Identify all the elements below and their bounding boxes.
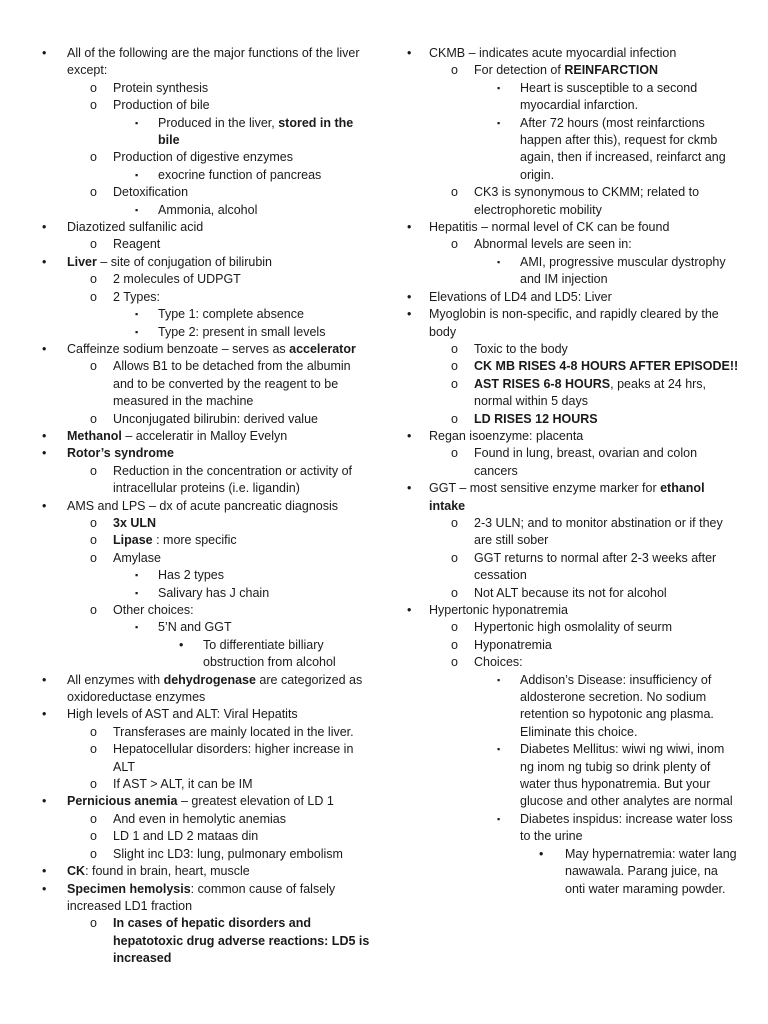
- item-text: Type 2: present in small levels: [158, 324, 326, 339]
- bold-text: Lipase: [113, 533, 153, 548]
- list-item: [38, 324, 370, 341]
- bullet-marker: •: [407, 481, 412, 496]
- list-item: [38, 306, 370, 323]
- bold-text: CK: [67, 864, 86, 879]
- bullet-marker: ▪: [135, 204, 139, 215]
- item-text: Type 1: complete absence: [158, 307, 304, 322]
- item-text: May hypernatremia: water lang nawawala. Parang juice, na onti water maraming powder.: [565, 846, 737, 896]
- list-item: [38, 341, 370, 358]
- bullet-marker: •: [407, 307, 412, 322]
- item-text: Elevations of LD4 and LD5: Liver: [429, 289, 612, 304]
- bullet-marker: o: [451, 185, 458, 200]
- list-item: [400, 219, 740, 236]
- item-text: Allows B1 to be detached from the albumin and to be converted by the reagent to be measured in the machine: [113, 359, 351, 409]
- item-text: Reduction in the concentration or activity of intracellular proteins (i.e. ligandin): [113, 463, 353, 496]
- item-text: Slight inc LD3: lung, pulmonary embolism: [113, 846, 343, 861]
- bullet-marker: o: [451, 359, 458, 374]
- item-text: CKMB – indicates acute myocardial infection: [429, 46, 677, 60]
- list-item: [38, 567, 370, 584]
- bullet-marker: •: [407, 428, 412, 443]
- bullet-marker: ▪: [497, 674, 501, 685]
- list-item: [38, 80, 370, 97]
- bold-text: dehydrogenase: [163, 672, 256, 687]
- item-text: Found in lung, breast, ovarian and colon cancers: [474, 446, 698, 478]
- list-item: [38, 358, 370, 410]
- list-item: [38, 498, 370, 515]
- list-item: [38, 236, 370, 253]
- item-text: : common cause of falsely increased LD1 fraction: [67, 881, 336, 913]
- bullet-marker: o: [451, 63, 458, 78]
- bullet-marker: o: [90, 846, 97, 861]
- bullet-marker: o: [90, 272, 97, 287]
- item-text: High levels of AST and ALT: Viral Hepatits: [67, 707, 298, 722]
- list-item: [38, 445, 370, 462]
- list-item: [38, 619, 370, 636]
- list-item: [38, 828, 370, 845]
- list-item: [38, 741, 370, 776]
- bullet-marker: •: [42, 254, 47, 269]
- bullet-marker: •: [42, 881, 47, 896]
- item-text: Production of digestive enzymes: [113, 150, 293, 165]
- item-text: Diabetes inspidus: increase water loss to the urine: [520, 811, 733, 844]
- item-text: 2-3 ULN; and to monitor abstination or if they are still sober: [474, 515, 723, 548]
- item-text: Produced in the liver,: [158, 115, 279, 130]
- item-text: 2 molecules of UDPGT: [113, 272, 241, 287]
- bullet-marker: •: [42, 794, 47, 809]
- list-item: [400, 811, 740, 846]
- item-text: Diazotized sulfanilic acid: [67, 220, 204, 235]
- list-item: [400, 550, 740, 585]
- list-item: [400, 62, 740, 79]
- bullet-marker: o: [451, 446, 458, 461]
- bullet-marker: o: [90, 550, 97, 565]
- list-item: [38, 289, 370, 306]
- list-item: [38, 915, 370, 967]
- item-text: 2 Types:: [113, 289, 161, 304]
- bullet-marker: •: [42, 220, 47, 235]
- bold-text: ethanol intake: [429, 481, 705, 513]
- list-item: [38, 428, 370, 445]
- bullet-marker: o: [90, 603, 97, 617]
- list-item: [400, 602, 740, 619]
- bullet-marker: o: [451, 515, 458, 530]
- list-item: [400, 341, 740, 358]
- item-text: Salivary has J chain: [158, 585, 270, 600]
- list-item: [38, 532, 370, 549]
- item-text: Myoglobin is non-specific, and rapidly cleared by the body: [429, 307, 719, 339]
- bullet-marker: •: [407, 46, 412, 60]
- list-item: [38, 811, 370, 828]
- bullet-marker: o: [451, 655, 458, 670]
- item-text: Regan isoenzyme: placenta: [429, 428, 584, 443]
- item-text: Amylase: [113, 550, 161, 565]
- bullet-marker: o: [90, 237, 97, 252]
- bullet-marker: o: [90, 724, 97, 739]
- bullet-marker: o: [90, 98, 97, 113]
- bullet-marker: o: [451, 620, 458, 635]
- item-text: are categorized as oxidoreductase enzymes: [67, 672, 363, 705]
- bullet-marker: •: [42, 341, 47, 356]
- bullet-marker: o: [451, 637, 458, 652]
- item-text: Caffeinze sodium benzoate – serves as: [67, 341, 290, 356]
- item-text: Ammonia, alcohol: [158, 202, 258, 217]
- list-item: [400, 480, 740, 515]
- bullet-marker: o: [90, 289, 97, 304]
- bullet-marker: ▪: [135, 309, 139, 320]
- list-item: [38, 776, 370, 793]
- bullet-marker: o: [90, 411, 97, 426]
- bullet-marker: o: [451, 550, 458, 565]
- item-text: Not ALT because its not for alcohol: [474, 585, 667, 600]
- left-column: [38, 45, 370, 968]
- item-text: : more specific: [152, 533, 237, 548]
- list-item: [38, 550, 370, 567]
- bullet-marker: ▪: [497, 256, 501, 267]
- bold-text: REINFARCTION: [564, 63, 659, 78]
- item-text: Addison’s Disease: insufficiency of aldosterone secretion. No sodium retention so hypotonic ang plasma. Eliminate this choice.: [520, 672, 714, 739]
- item-text: – greatest elevation of LD 1: [177, 794, 334, 809]
- bold-text: CK MB RISES 4-8 HOURS AFTER EPISODE!!: [474, 359, 739, 374]
- bullet-marker: ▪: [135, 326, 139, 337]
- list-item: [400, 80, 740, 115]
- list-item: [38, 706, 370, 723]
- list-item: [400, 585, 740, 602]
- bullet-marker: o: [90, 185, 97, 200]
- bullet-marker: •: [407, 289, 412, 304]
- list-item: [400, 619, 740, 636]
- bullet-marker: o: [451, 411, 458, 426]
- list-item: [38, 45, 370, 80]
- item-text: If AST > ALT, it can be IM: [113, 777, 253, 792]
- item-text: Has 2 types: [158, 568, 225, 583]
- list-item: [38, 219, 370, 236]
- item-text: Hepatitis – normal level of CK can be found: [429, 220, 670, 235]
- list-item: [38, 846, 370, 863]
- bullet-marker: o: [451, 341, 458, 356]
- item-text: Reagent: [113, 237, 161, 252]
- bullet-marker: o: [90, 533, 97, 548]
- bullet-marker: o: [90, 515, 97, 530]
- list-item: [400, 846, 740, 898]
- list-item: [38, 115, 370, 150]
- item-text: exocrine function of pancreas: [158, 167, 322, 182]
- bullet-marker: •: [179, 637, 184, 652]
- item-text: Hepatocellular disorders: higher increase in ALT: [113, 742, 354, 774]
- bullet-marker: •: [539, 846, 544, 861]
- item-text: Heart is susceptible to a second myocardial infarction.: [520, 80, 698, 113]
- item-text: All enzymes with: [67, 672, 164, 687]
- item-text: Detoxification: [113, 185, 189, 200]
- list-item: [38, 637, 370, 672]
- bold-text: Specimen hemolysis: [67, 881, 191, 896]
- list-item: [38, 863, 370, 880]
- list-item: [38, 793, 370, 810]
- item-text: To differentiate billiary obstruction from alcohol: [203, 637, 336, 670]
- bullet-marker: o: [90, 916, 97, 931]
- item-text: Hypertonic high osmolality of seurm: [474, 620, 672, 635]
- list-item: [400, 289, 740, 306]
- bullet-marker: ▪: [497, 117, 501, 128]
- list-item: [38, 411, 370, 428]
- bold-text: stored in the bile: [158, 115, 354, 148]
- list-item: [38, 602, 370, 619]
- item-text: : found in brain, heart, muscle: [85, 864, 250, 879]
- bold-text: LD RISES 12 HOURS: [474, 411, 598, 426]
- list-item: [38, 585, 370, 602]
- item-text: 5’N and GGT: [158, 620, 232, 635]
- bullet-marker: ▪: [135, 622, 139, 633]
- item-text: Hyponatremia: [474, 637, 552, 652]
- bullet-marker: o: [451, 585, 458, 600]
- list-item: [38, 271, 370, 288]
- bullet-marker: o: [90, 150, 97, 165]
- bullet-marker: o: [90, 359, 97, 374]
- bullet-marker: o: [90, 742, 97, 757]
- bullet-marker: o: [90, 777, 97, 792]
- list-item: [38, 149, 370, 166]
- item-text: CK3 is synonymous to CKMM; related to electrophoretic mobility: [474, 185, 700, 217]
- bullet-marker: ▪: [135, 570, 139, 581]
- bold-text: 3x ULN: [113, 515, 157, 530]
- bullet-marker: ▪: [497, 744, 501, 755]
- bullet-marker: o: [90, 463, 97, 478]
- list-item: [38, 724, 370, 741]
- item-text: , peaks at 24 hrs, normal within 5 days: [474, 376, 707, 409]
- item-text: Hypertonic hyponatremia: [429, 603, 568, 617]
- list-item: [38, 515, 370, 532]
- list-item: [400, 515, 740, 550]
- bullet-marker: o: [90, 811, 97, 826]
- bullet-marker: o: [90, 829, 97, 844]
- right-column: [400, 45, 740, 898]
- list-item: [38, 881, 370, 916]
- item-text: All of the following are the major functions of the liver except:: [67, 46, 360, 78]
- item-text: GGT – most sensitive enzyme marker for: [429, 481, 661, 496]
- list-item: [400, 428, 740, 445]
- bold-text: Pernicious anemia: [67, 794, 178, 809]
- bullet-marker: •: [42, 46, 47, 60]
- list-item: [38, 254, 370, 271]
- item-text: Protein synthesis: [113, 80, 209, 95]
- item-text: – acceleratir in Malloy Evelyn: [121, 428, 288, 443]
- bullet-marker: ▪: [135, 117, 139, 128]
- item-text: Unconjugated bilirubin: derived value: [113, 411, 318, 426]
- item-text: GGT returns to normal after 2-3 weeks after cessation: [474, 550, 717, 583]
- bullet-marker: ▪: [497, 82, 501, 93]
- bullet-marker: o: [451, 237, 458, 252]
- list-item: [38, 184, 370, 201]
- bullet-marker: •: [42, 446, 47, 461]
- item-text: Choices:: [474, 655, 523, 670]
- list-item: [38, 97, 370, 114]
- item-text: LD 1 and LD 2 mataas din: [113, 829, 259, 844]
- bold-text: AST RISES 6-8 HOURS: [474, 376, 611, 391]
- item-text: AMS and LPS – dx of acute pancreatic diagnosis: [67, 498, 338, 513]
- bullet-marker: •: [407, 603, 412, 617]
- list-item: [400, 445, 740, 480]
- list-item: [400, 741, 740, 811]
- bullet-marker: •: [407, 220, 412, 235]
- bullet-marker: ▪: [497, 813, 501, 824]
- bullet-marker: •: [42, 672, 47, 687]
- bold-text: Liver: [67, 254, 97, 269]
- bullet-marker: o: [90, 80, 97, 95]
- item-text: AMI, progressive muscular dystrophy and IM injection: [520, 254, 726, 287]
- item-text: Toxic to the body: [474, 341, 568, 356]
- list-item: [400, 184, 740, 219]
- item-text: After 72 hours (most reinfarctions happen after this), request for ckmb again, then if increased, reinfarct ang origin.: [520, 115, 726, 182]
- bold-text: accelerator: [289, 341, 356, 356]
- item-text: And even in hemolytic anemias: [113, 811, 287, 826]
- list-item: [400, 45, 740, 62]
- list-item: [400, 376, 740, 411]
- bullet-marker: •: [42, 864, 47, 879]
- bullet-marker: ▪: [135, 587, 139, 598]
- item-text: Abnormal levels are seen in:: [474, 237, 632, 252]
- list-item: [38, 202, 370, 219]
- item-text: Diabetes Mellitus: wiwi ng wiwi, inom ng inom ng tubig so drink plenty of water thus hyponatremia. But your glucose and other analytes are normal: [520, 742, 733, 809]
- bold-text: Rotor’s syndrome: [67, 446, 174, 461]
- list-item: [400, 411, 740, 428]
- bullet-marker: •: [42, 707, 47, 722]
- list-item: [400, 358, 740, 375]
- item-text: Transferases are mainly located in the liver.: [113, 724, 354, 739]
- list-item: [38, 463, 370, 498]
- list-item: [400, 254, 740, 289]
- bullet-marker: •: [42, 428, 47, 443]
- list-item: [400, 236, 740, 253]
- bullet-marker: •: [42, 498, 47, 513]
- bold-text: In cases of hepatic disorders and hepatotoxic drug adverse reactions: LD5 is increased: [113, 916, 370, 966]
- list-item: [400, 672, 740, 742]
- list-item: [400, 306, 740, 341]
- list-item: [38, 672, 370, 707]
- bullet-marker: o: [451, 376, 458, 391]
- list-item: [400, 115, 740, 185]
- item-text: Production of bile: [113, 98, 210, 113]
- list-item: [38, 167, 370, 184]
- item-text: For detection of: [474, 63, 565, 78]
- list-item: [400, 654, 740, 671]
- item-text: – site of conjugation of bilirubin: [96, 254, 273, 269]
- bold-text: Methanol: [67, 428, 122, 443]
- list-item: [400, 637, 740, 654]
- item-text: Other choices:: [113, 603, 194, 617]
- bullet-marker: ▪: [135, 169, 139, 180]
